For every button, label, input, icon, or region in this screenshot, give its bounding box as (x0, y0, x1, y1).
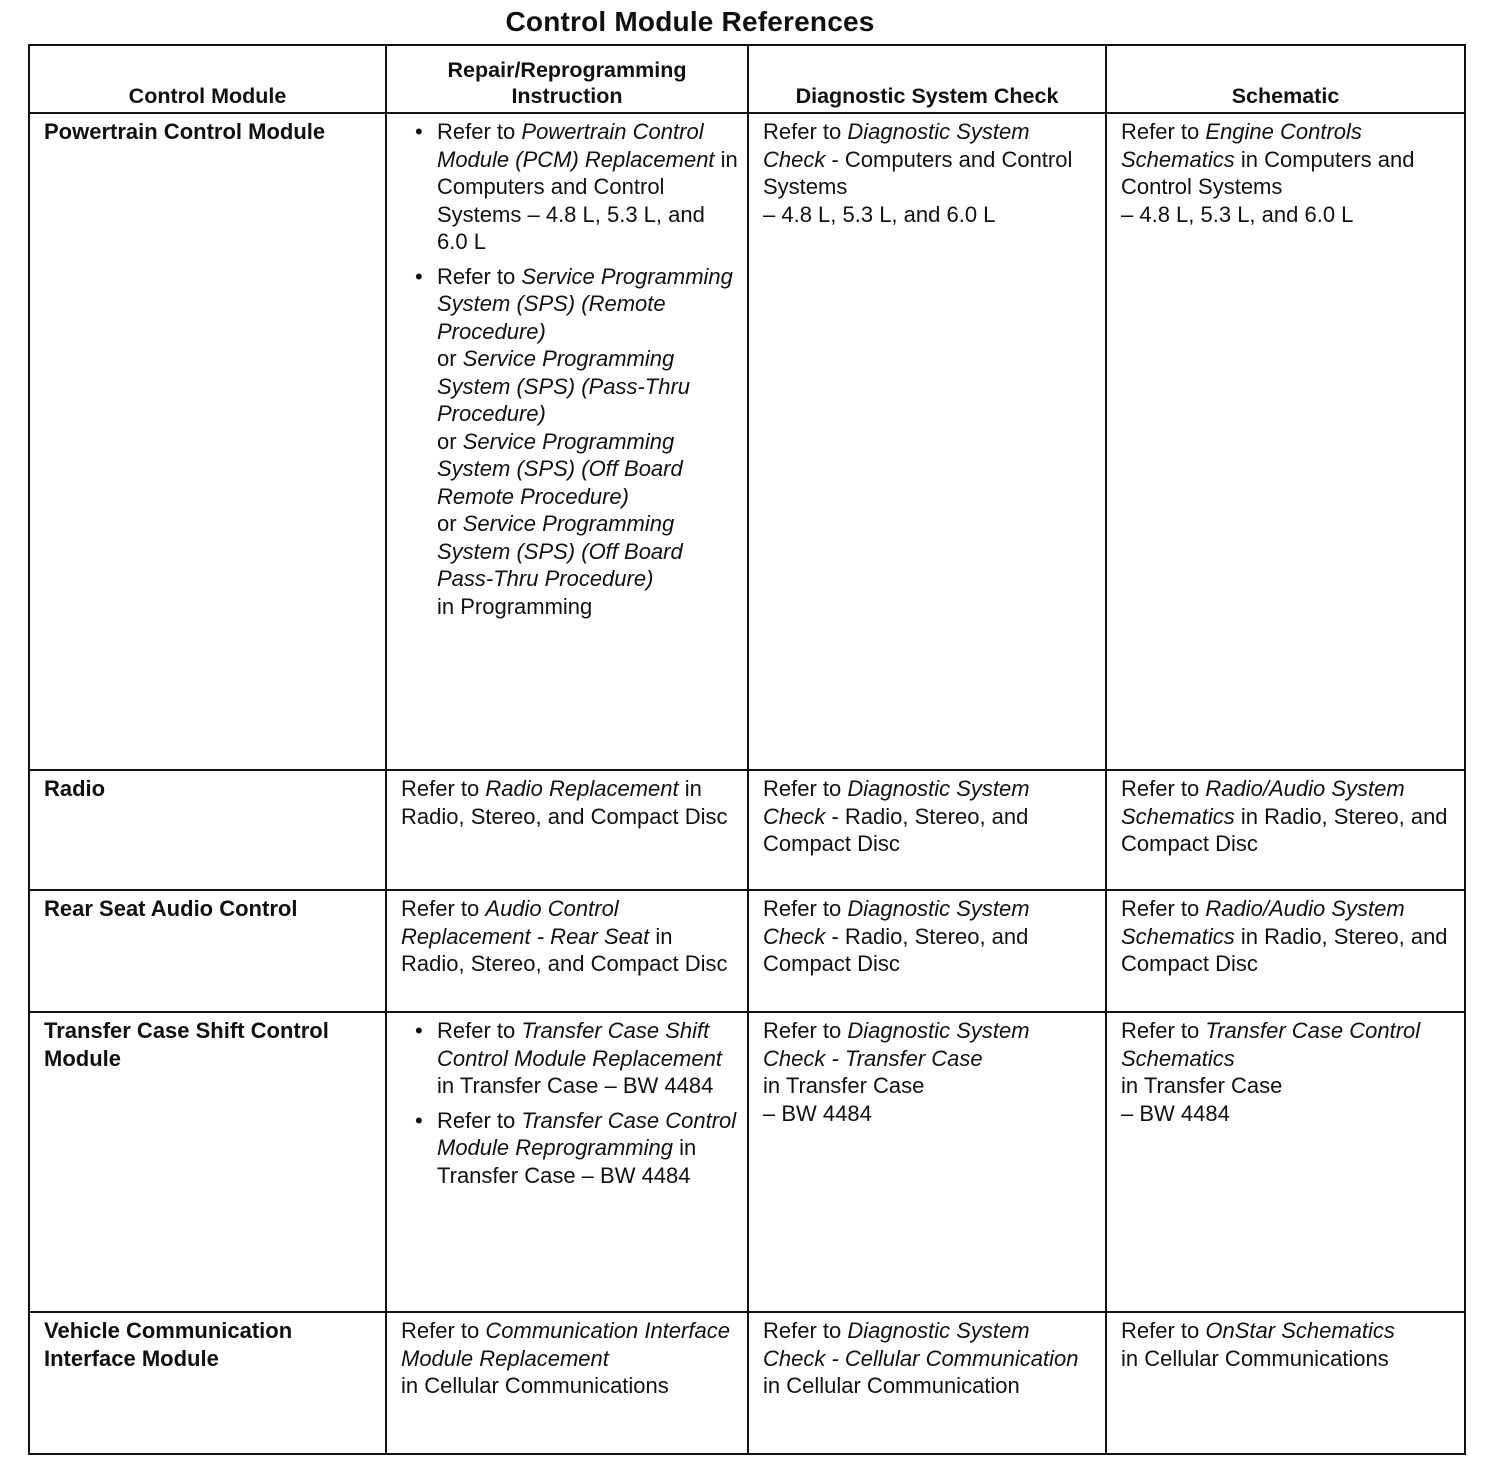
reference-link-text[interactable]: Transfer Case Control Module Reprogramming (437, 1107, 737, 1160)
section-text: in Cellular Communications (401, 1373, 669, 1398)
section-text: in Cellular Communications (1121, 1345, 1389, 1371)
diagnostic-cell (748, 1012, 1106, 1312)
repair-cell (386, 113, 748, 770)
module-name: Rear Seat Audio Control (29, 890, 386, 1012)
reference-link-text[interactable]: Powertrain Control Module (PCM) Replacement (437, 119, 715, 172)
header-schematic (1106, 45, 1465, 113)
refer-text: Refer to (763, 1318, 842, 1343)
or-text: or (437, 428, 457, 454)
refer-text: Refer to (1121, 1018, 1200, 1043)
header-repair-line1: Repair/Reprogramming (447, 58, 687, 82)
schematic-cell (1106, 890, 1465, 1012)
reference-link-text[interactable]: Engine Controls Schematics (1121, 119, 1362, 172)
section-text: - Computers and Control Systems (763, 146, 1073, 199)
diagnostic-cell (748, 770, 1106, 890)
reference-link-text[interactable]: Communication Interface Module Replacement (401, 1318, 730, 1371)
module-name: Vehicle Communication Interface Module (29, 1312, 386, 1454)
section-text: in Radio, Stereo, and Compact Disc (401, 776, 728, 829)
control-module-references-table (28, 44, 1466, 1455)
section-text: in Programming (437, 593, 593, 619)
diagnostic-cell (748, 890, 1106, 1012)
model-variant-text: – BW 4484 (763, 1100, 872, 1126)
refer-text: Refer to (763, 1018, 842, 1043)
header-control-module (29, 45, 386, 113)
reference-link-text[interactable]: Diagnostic System Check (763, 776, 1030, 829)
or-text: or (437, 511, 457, 536)
section-text: in Radio, Stereo, and Compact Disc (1121, 803, 1448, 856)
reference-link-text[interactable]: Audio Control Replacement - Rear Seat (401, 896, 650, 949)
repair-bullet-item (437, 263, 739, 621)
reference-link-text[interactable]: Transfer Case Control Schematics (1121, 1018, 1421, 1071)
model-variant-text: – BW 4484 (1121, 1100, 1230, 1126)
section-text: in Transfer Case (1121, 1073, 1283, 1098)
refer-text: Refer to (763, 776, 842, 801)
diagnostic-cell (748, 1312, 1106, 1454)
reference-link-text[interactable]: Radio/Audio System Schematics (1121, 776, 1405, 829)
table-row (29, 1012, 1465, 1312)
or-text: or (437, 346, 457, 371)
page-title: Control Module References (505, 6, 875, 37)
reference-link-text[interactable]: Radio Replacement (485, 776, 679, 801)
reference-link-text[interactable]: Radio/Audio System Schematics (1121, 896, 1405, 949)
reference-link-text[interactable]: Diagnostic System Check - Cellular Communication (763, 1318, 1079, 1371)
module-name: Radio (29, 770, 386, 890)
reference-link-text[interactable]: Service Programming System (SPS) (Off Board Remote Procedure) (437, 428, 683, 509)
header-diagnostic-label: Diagnostic System Check (795, 84, 1059, 108)
refer-text: Refer to (437, 1107, 516, 1133)
repair-bullet-item (437, 1107, 739, 1190)
reference-link-text[interactable]: OnStar Schematics (1205, 1318, 1395, 1343)
schematic-cell (1106, 770, 1465, 890)
section-text: in Transfer Case (763, 1073, 925, 1098)
reference-link-text[interactable]: Service Programming System (SPS) (Off Board Pass-Thru Procedure) (437, 511, 683, 591)
table-row (29, 890, 1465, 1012)
section-text: - Radio, Stereo, and Compact Disc (763, 923, 1029, 976)
schematic-cell (1106, 1012, 1465, 1312)
section-text: in Radio, Stereo, and Compact Disc (1121, 923, 1448, 976)
refer-text: Refer to (437, 119, 516, 144)
reference-link-text[interactable]: Diagnostic System Check (763, 896, 1030, 949)
repair-cell (386, 890, 748, 1012)
engine-variant-text: – 4.8 L, 5.3 L, and 6.0 L (437, 201, 705, 254)
schematic-cell (1106, 1312, 1465, 1454)
repair-bullet-list (401, 1017, 739, 1189)
refer-text: Refer to (1121, 1318, 1200, 1343)
header-diagnostic-system-check (748, 45, 1106, 113)
module-name: Transfer Case Shift Control Module (29, 1012, 386, 1312)
section-text: in Transfer Case – BW 4484 (437, 1135, 697, 1188)
header-row (29, 45, 1465, 113)
reference-link-text[interactable]: Diagnostic System Check - Transfer Case (763, 1018, 1030, 1071)
section-text: in Computers and Control Systems (437, 146, 738, 227)
header-repair-line2: Instruction (511, 84, 623, 108)
refer-text: Refer to (763, 896, 842, 921)
refer-text: Refer to (401, 1318, 480, 1343)
reference-link-text[interactable]: Service Programming System (SPS) (Remote Procedure) (437, 263, 733, 344)
repair-bullet-list (401, 118, 739, 620)
header-control-module-label: Control Module (128, 84, 287, 108)
refer-text: Refer to (1121, 119, 1200, 144)
repair-bullet-item (437, 1017, 739, 1100)
reference-link-text[interactable]: Transfer Case Shift Control Module Replacement (437, 1018, 722, 1071)
section-text: in Radio, Stereo, and Compact Disc (401, 923, 728, 976)
refer-text: Refer to (437, 263, 516, 289)
section-text: in Computers and Control Systems (1121, 146, 1415, 199)
refer-text: Refer to (763, 119, 842, 144)
refer-text: Refer to (1121, 896, 1200, 921)
table-row (29, 113, 1465, 770)
section-text: - Radio, Stereo, and Compact Disc (763, 803, 1029, 856)
section-text: in Cellular Communication (763, 1373, 1020, 1398)
refer-text: Refer to (437, 1018, 516, 1043)
reference-link-text[interactable]: Service Programming System (SPS) (Pass-Thru Procedure) (437, 346, 691, 426)
diagnostic-cell (748, 113, 1106, 770)
table-row (29, 770, 1465, 890)
refer-text: Refer to (401, 896, 480, 921)
engine-variant-text: – 4.8 L, 5.3 L, and 6.0 L (763, 201, 996, 227)
refer-text: Refer to (401, 776, 480, 801)
engine-variant-text: – 4.8 L, 5.3 L, and 6.0 L (1121, 201, 1354, 227)
schematic-cell (1106, 113, 1465, 770)
repair-cell (386, 1312, 748, 1454)
header-schematic-label: Schematic (1231, 84, 1340, 108)
header-repair-instruction (386, 45, 748, 113)
reference-link-text[interactable]: Diagnostic System Check (763, 119, 1030, 172)
repair-cell (386, 770, 748, 890)
table-row (29, 1312, 1465, 1454)
module-name: Powertrain Control Module (29, 113, 386, 770)
repair-bullet-item (437, 118, 739, 256)
repair-cell (386, 1012, 748, 1312)
refer-text: Refer to (1121, 776, 1200, 801)
section-text: in Transfer Case – BW 4484 (437, 1073, 714, 1098)
